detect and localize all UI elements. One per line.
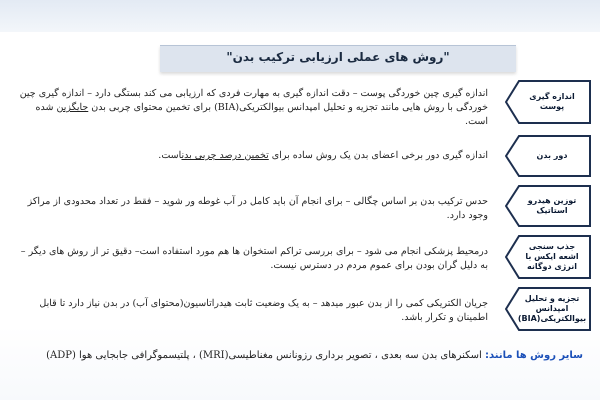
method-description: [18, 149, 488, 163]
description-text: اندازه گیری چین خوردگی پوست – دقت اندازه گیری به مهارت فردی که ارزیابی می کند بستگی دارد – اندازه گیری چین خوردگی با روش هایی مانند تجزیه و تحلیل امپدانس بیوالکتریکی(BIA) برای تخمین محتوای چربی بدن: [19, 88, 488, 113]
method-description: [18, 245, 488, 273]
arrow-label-box: [505, 80, 591, 124]
description-underlined: جایگزین: [56, 102, 89, 113]
method-label: توزین هیدرو استاتیک: [527, 196, 577, 215]
description-text: جریان الکتریکی کمی را از بدن عبور میدهد – به یک وضعیت ثابت هیدراتاسیون(محتوای آب) در بدن نیاز دارد تا قابل اطمینان و تکرار باشد.: [39, 298, 488, 323]
arrow-label-box: [505, 185, 591, 227]
method-description: [18, 195, 488, 223]
other-methods-footer: [18, 350, 583, 361]
method-description: [18, 87, 488, 129]
arrow-label-box: [505, 135, 591, 177]
method-label: دور بدن: [536, 151, 568, 160]
description-text: درمحیط پزشکی انجام می شود – برای بررسی تراکم استخوان ها هم مورد استفاده است– دقیق تر از روش های دیگر – به دلیل گران بودن برای عموم مردم در دسترس نیست.: [20, 246, 488, 271]
method-description: [18, 297, 488, 325]
description-text: حدس ترکیب بدن بر اساس چگالی – برای انجام آن باید کامل در آب غوطه ور شوید – فقط در تعداد محدودی از مراکز وجود دارد.: [27, 196, 488, 221]
description-text-end: شده است.: [35, 102, 488, 127]
description-text-end: است.: [158, 150, 182, 161]
description-underlined: تخمین درصد چربی بدن: [181, 150, 269, 161]
method-label: اندازه گیری پوست: [529, 92, 575, 111]
arrow-label-box: [505, 287, 591, 331]
top-band: [0, 0, 600, 32]
arrow-label-box: [505, 235, 591, 279]
method-label: تجزیه و تحلیل امپدانس بیوالکتریکی(BIA): [517, 294, 587, 323]
slide-title: "روش های عملی ارزیابی ترکیب بدن": [226, 50, 450, 64]
description-text: اندازه گیری دور برخی اعضای بدن یک روش ساده برای: [268, 150, 488, 161]
method-label: جذب سنجی اشعه ایکس با انرژی دوگانه: [525, 242, 579, 271]
footer-text: اسکنرهای بدن سه بعدی ، تصویر برداری رزونانس مغناطیسی(MRI) ، پلتیسموگرافی جابجایی هوا (ADP): [46, 350, 485, 361]
slide-title-box: [160, 45, 516, 72]
footer-lead: سایر روش ها مانند:: [484, 350, 583, 361]
